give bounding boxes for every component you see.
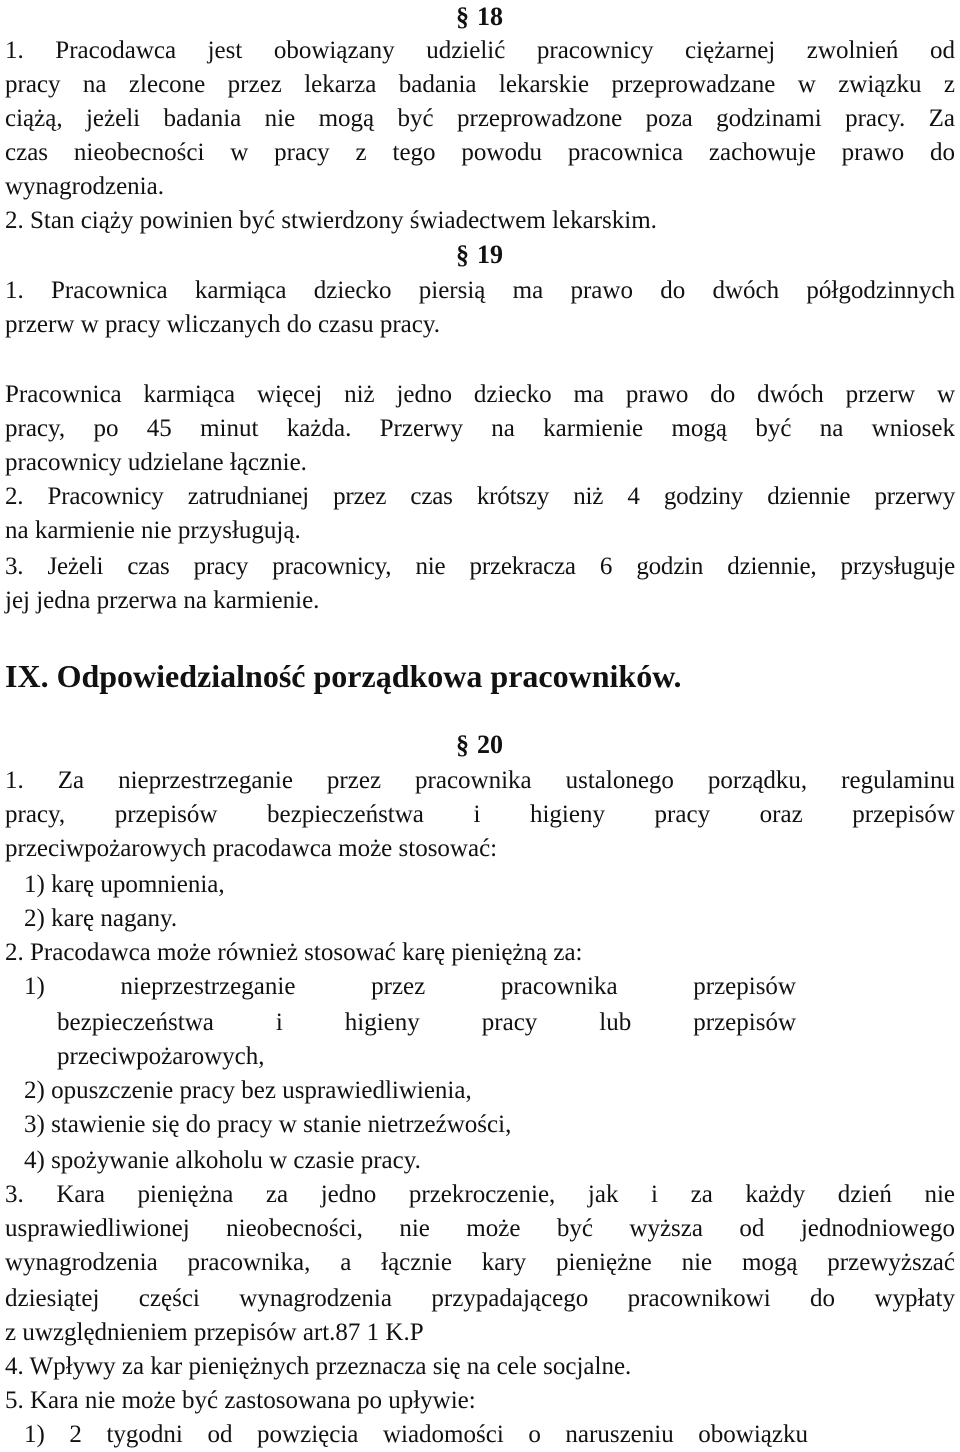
text-line: 1. Za nieprzestrzeganie przez pracownika ustalonego porządku, regulaminu <box>5 767 955 794</box>
section-19-heading <box>456 238 503 272</box>
text-line: 2. Pracodawca może również stosować karę pieniężną za: <box>5 939 583 966</box>
list-item-continuation: bezpieczeństwa i higieny pracy lub przepisów <box>57 1009 796 1036</box>
list-item: 3) stawienie się do pracy w stanie nietrzeźwości, <box>24 1111 512 1138</box>
text-line: 2. Pracownicy zatrudnianej przez czas krótszy niż 4 godziny dziennie przerwy <box>5 483 955 510</box>
text-line: czas nieobecności w pracy z tego powodu pracownica zachowuje prawo do <box>5 139 955 166</box>
section-number: 20 <box>477 730 503 759</box>
text-line: pracy, przepisów bezpieczeństwa i higieny pracy oraz przepisów <box>5 801 955 828</box>
section-number: 18 <box>477 2 503 31</box>
paragraph-sign-icon: § <box>456 240 469 269</box>
list-item: 1) 2 tygodni od powzięcia wiadomości o naruszeniu obowiązku <box>24 1421 808 1448</box>
text-line: wynagrodzenia pracownika, a łącznie kary pieniężne nie mogą przewyższać <box>5 1249 955 1276</box>
text-line: ciążą, jeżeli badania nie mogą być przeprowadzone poza godzinami pracy. Za <box>5 105 955 132</box>
text-line: pracy, po 45 minut każda. Przerwy na karmienie mogą być na wniosek <box>5 415 955 442</box>
list-item-continuation: przeciwpożarowych, <box>57 1043 265 1070</box>
text-line: 4. Wpływy za kar pieniężnych przeznacza się na cele socjalne. <box>5 1353 632 1380</box>
text-line: 3. Jeżeli czas pracy pracownicy, nie przekracza 6 godzin dziennie, przysługuje <box>5 553 955 580</box>
text-line: jej jedna przerwa na karmienie. <box>5 587 320 614</box>
text-line: usprawiedliwionej nieobecności, nie może być wyższa od jednodniowego <box>5 1215 955 1242</box>
text-line: wynagrodzenia. <box>5 173 164 200</box>
list-item: 1) nieprzestrzeganie przez pracownika przepisów <box>24 973 796 1000</box>
text-line: dziesiątej części wynagrodzenia przypadającego pracownikowi do wypłaty <box>5 1285 955 1312</box>
list-item: 4) spożywanie alkoholu w czasie pracy. <box>24 1147 421 1174</box>
text-line: pracownicy udzielane łącznie. <box>5 449 307 476</box>
text-line: na karmienie nie przysługują. <box>5 517 301 544</box>
text-line: 1. Pracodawca jest obowiązany udzielić pracownicy ciężarnej zwolnień od <box>5 37 955 64</box>
text-line: Pracownica karmiąca więcej niż jedno dziecko ma prawo do dwóch przerw w <box>5 381 955 408</box>
text-line: 3. Kara pieniężna za jedno przekroczenie, jak i za każdy dzień nie <box>5 1181 955 1208</box>
section-number: 19 <box>477 240 503 269</box>
text-line: przerw w pracy wliczanych do czasu pracy. <box>5 311 440 338</box>
paragraph-sign-icon: § <box>456 730 469 759</box>
list-item: 1) karę upomnienia, <box>24 871 225 898</box>
text-line: pracy na zlecone przez lekarza badania lekarskie przeprowadzane w związku z <box>5 71 955 98</box>
section-20-heading <box>456 728 503 762</box>
text-line: 1. Pracownica karmiąca dziecko piersią ma prawo do dwóch półgodzinnych <box>5 277 955 304</box>
text-line: z uwzględnieniem przepisów art.87 1 K.P <box>5 1319 424 1346</box>
paragraph-sign-icon: § <box>456 2 469 31</box>
section-18-heading <box>456 0 503 34</box>
list-item: 2) karę nagany. <box>24 905 178 932</box>
chapter-heading: IX. Odpowiedzialność porządkowa pracowników. <box>5 658 682 694</box>
text-line: 2. Stan ciąży powinien być stwierdzony świadectwem lekarskim. <box>5 207 657 234</box>
text-line: 5. Kara nie może być zastosowana po upływie: <box>5 1387 476 1414</box>
list-item: 2) opuszczenie pracy bez usprawiedliwienia, <box>24 1077 472 1104</box>
text-line: przeciwpożarowych pracodawca może stosować: <box>5 835 498 862</box>
